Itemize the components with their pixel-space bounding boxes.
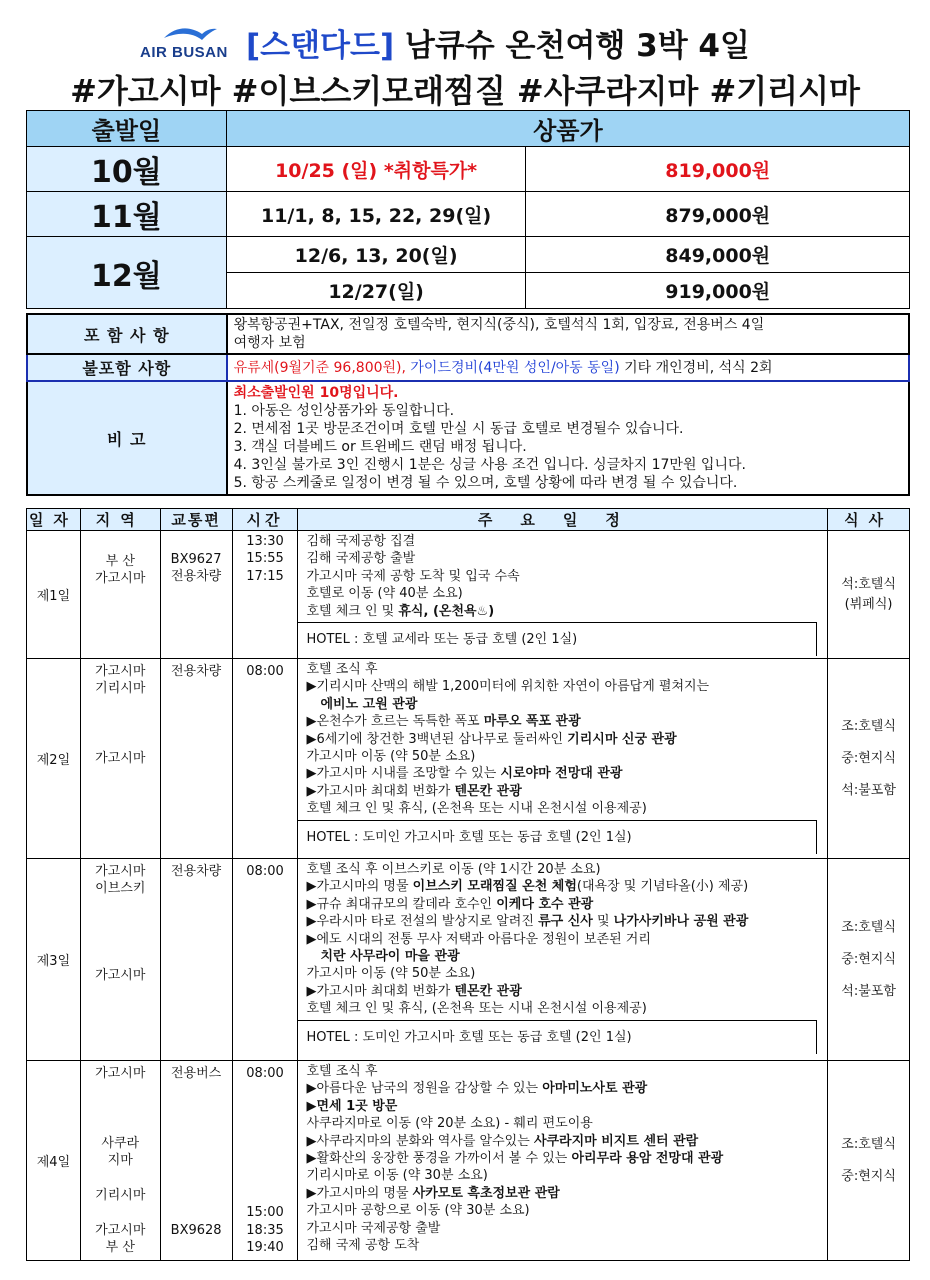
schedule-line bbox=[306, 1133, 821, 1150]
region-name: 부 산 bbox=[105, 554, 135, 569]
hotel-info: HOTEL : 도미인 가고시마 호텔 또는 동급 호텔 (2인 1실) bbox=[298, 820, 817, 854]
region-name: 가고시마 bbox=[95, 571, 146, 587]
schedule-line bbox=[306, 1080, 821, 1097]
title-main: 남큐슈 온천여행 3박 4일 bbox=[394, 28, 750, 64]
time-text: 17:15 bbox=[246, 568, 284, 584]
price-dec-2: 919,000원 bbox=[526, 273, 910, 309]
note-item: 4. 3인실 불가로 3인 진행시 1분은 싱글 사용 조건 입니다. 싱글차지 17만원 입니다. bbox=[233, 457, 746, 473]
transport-cell: 전용차량 bbox=[160, 659, 232, 859]
schedule-line: ▶기리시마 산맥의 해발 1,200미터에 위치한 자연이 아름답게 펼쳐지는 bbox=[306, 679, 710, 695]
schedule-line bbox=[306, 603, 821, 620]
price-dec-1: 849,000원 bbox=[526, 237, 910, 273]
day-label: 제1일 bbox=[27, 531, 81, 659]
schedule-line: 가고시마 이동 (약 50분 소요) bbox=[306, 749, 476, 765]
region-name: 가고시마 bbox=[95, 664, 146, 679]
schedule-text: 호텔 체크 인 및 bbox=[306, 603, 399, 619]
price-oct: 819,000원 bbox=[526, 147, 910, 192]
meal-cell bbox=[828, 1061, 910, 1261]
schedule-highlight: ▶면세 1곳 방문 bbox=[306, 1098, 398, 1114]
page-title bbox=[246, 20, 750, 65]
schedule-line: 호텔 조식 후 bbox=[306, 1064, 378, 1079]
meal-text: 조:호텔식 bbox=[841, 718, 896, 734]
schedule-highlight: 류구 신사 bbox=[538, 914, 593, 930]
schedule-text: ▶활화산의 웅장한 풍경을 가까이서 볼 수 있는 bbox=[306, 1151, 572, 1167]
excluded-label: 불포함 사항 bbox=[27, 354, 227, 381]
schedule-cell bbox=[298, 659, 828, 859]
month-dec: 12월 bbox=[27, 237, 227, 309]
schedule-highlight: 마루오 폭포 관광 bbox=[483, 714, 581, 730]
col-header-transport: 교통편 bbox=[160, 509, 232, 531]
schedule-line: 기리시마로 이동 (약 30분 소요) bbox=[306, 1168, 488, 1184]
region-cell bbox=[80, 1061, 160, 1261]
region-name: 가고시마 bbox=[95, 1066, 146, 1081]
included-text bbox=[227, 314, 909, 354]
excluded-guide: 가이드경비(4만원 성인/아동 동일) bbox=[405, 359, 620, 376]
dates-oct: 10/25 (일) *취항특가* bbox=[226, 147, 526, 192]
dates-nov: 11/1, 8, 15, 22, 29(일) bbox=[226, 192, 526, 237]
time-text: 19:40 bbox=[246, 1239, 284, 1255]
time-cell: 08:00 bbox=[232, 859, 298, 1061]
schedule-line: 호텔로 이동 (약 40분 소요) bbox=[306, 586, 463, 602]
region-name: 기리시마 bbox=[95, 1187, 146, 1203]
schedule-line bbox=[306, 1150, 821, 1167]
day-label: 제2일 bbox=[27, 659, 81, 859]
schedule-line: 김해 국제공항 집결 bbox=[306, 534, 416, 549]
hotel-info: HOTEL : 호텔 교세라 또는 동급 호텔 (2인 1실) bbox=[298, 622, 817, 656]
schedule-line bbox=[306, 1185, 821, 1202]
meal-text: 중:현지식 bbox=[841, 1168, 896, 1184]
schedule-line bbox=[306, 878, 821, 895]
schedule-highlight: 아마미노사토 관광 bbox=[542, 1081, 648, 1097]
schedule-line bbox=[306, 783, 821, 800]
schedule-line: 호텔 체크 인 및 휴식, (온천욕 또는 시내 온천시설 이용제공) bbox=[306, 801, 647, 817]
price-header-price: 상품가 bbox=[226, 111, 909, 147]
note-item: 1. 아동은 성인상품가와 동일합니다. bbox=[233, 403, 455, 419]
schedule-cell bbox=[298, 531, 828, 659]
schedule-text: ▶사쿠라지마의 분화와 역사를 알수있는 bbox=[306, 1133, 534, 1149]
schedule-text: ▶6세기에 창건한 3백년된 삼나무로 둘러싸인 bbox=[306, 731, 568, 747]
region-name: 가고시마 bbox=[95, 968, 146, 984]
meal-text: (뷔페식) bbox=[844, 596, 893, 612]
schedule-line: 가고시마 국제 공항 도착 및 입국 수속 bbox=[306, 568, 520, 584]
col-header-meal: 식사 bbox=[828, 509, 910, 531]
meal-text: 중:현지식 bbox=[841, 750, 896, 766]
schedule-text: ▶가고시마 시내를 조망할 수 있는 bbox=[306, 766, 501, 782]
price-header-date: 출발일 bbox=[27, 111, 227, 147]
region-name: 이브스키 bbox=[95, 881, 146, 897]
transport-cell bbox=[160, 1061, 232, 1261]
schedule-cell bbox=[298, 859, 828, 1061]
schedule-highlight: 이케다 호수 관광 bbox=[496, 896, 594, 912]
meal-text: 석:불포함 bbox=[841, 782, 896, 798]
schedule-line: 김해 국제공항 출발 bbox=[306, 551, 416, 567]
flight-number: BX9627 bbox=[170, 552, 222, 567]
meal-text: 중:현지식 bbox=[841, 951, 896, 967]
transport-cell bbox=[160, 531, 232, 659]
schedule-highlight: 에비노 고원 관광 bbox=[320, 696, 418, 712]
note-text bbox=[227, 381, 909, 495]
meal-text: 석:호텔식 bbox=[841, 576, 896, 592]
schedule-highlight: 치란 사무라이 마을 관광 bbox=[320, 949, 460, 965]
schedule-line bbox=[306, 731, 821, 748]
excluded-text bbox=[227, 354, 909, 381]
schedule-line: 호텔 조식 후 bbox=[306, 662, 378, 677]
schedule-line bbox=[306, 765, 821, 782]
transport-cell: 전용차량 bbox=[160, 859, 232, 1061]
schedule-line: ▶에도 시대의 전통 무사 저택과 아름다운 정원이 보존된 거리 bbox=[306, 931, 651, 947]
included-line-2: 여행자 보험 bbox=[233, 335, 306, 351]
schedule-line: 가고시마 공항으로 이동 (약 30분 소요) bbox=[306, 1203, 530, 1219]
note-label: 비 고 bbox=[27, 381, 227, 495]
time-cell bbox=[232, 1061, 298, 1261]
schedule-highlight: 시로야마 전망대 관광 bbox=[500, 766, 623, 782]
meal-cell bbox=[828, 531, 910, 659]
schedule-highlight: 아리무라 용암 전망대 관광 bbox=[571, 1151, 724, 1167]
month-oct: 10월 bbox=[27, 147, 227, 192]
col-header-schedule: 주요일정 bbox=[298, 509, 828, 531]
dates-dec-2: 12/27(일) bbox=[226, 273, 526, 309]
time-text: 15:55 bbox=[246, 551, 284, 567]
region-cell bbox=[80, 859, 160, 1061]
note-item: 3. 객실 더블베드 or 트윈베드 랜덤 배정 됩니다. bbox=[233, 439, 527, 455]
region-cell bbox=[80, 659, 160, 859]
day-row-4 bbox=[27, 1061, 910, 1261]
flight-number: BX9628 bbox=[170, 1222, 222, 1238]
schedule-highlight: 기리시마 신궁 관광 bbox=[567, 731, 677, 747]
air-busan-logo bbox=[140, 24, 240, 64]
transport-name: 전용버스 bbox=[171, 1066, 222, 1081]
region-name: 기리시마 bbox=[95, 681, 146, 697]
transport-name: 전용차량 bbox=[171, 569, 222, 585]
meal-cell bbox=[828, 859, 910, 1061]
schedule-line: 사쿠라지마로 이동 (약 20분 소요) - 훼리 편도이용 bbox=[306, 1116, 593, 1132]
day-label: 제4일 bbox=[27, 1061, 81, 1261]
meal-text: 조:호텔식 bbox=[841, 1136, 896, 1152]
note-item: 5. 항공 스케줄로 일정이 변경 될 수 있으며, 호텔 상황에 따라 변경 될 수 있습니다. bbox=[233, 475, 738, 491]
schedule-line: 호텔 체크 인 및 휴식, (온천욕 또는 시내 온천시설 이용제공) bbox=[306, 1001, 647, 1017]
hotel-info: HOTEL : 도미인 가고시마 호텔 또는 동급 호텔 (2인 1실) bbox=[298, 1020, 817, 1054]
region-name: 지마 bbox=[107, 1152, 133, 1168]
schedule-line bbox=[306, 913, 821, 930]
region-name: 가고시마 bbox=[95, 864, 146, 879]
included-line-1: 왕복항공권+TAX, 전일정 호텔숙박, 현지식(중식), 호텔석식 1회, 입장료, 전용버스 4일 bbox=[233, 317, 765, 333]
meal-text: 석:불포함 bbox=[841, 983, 896, 999]
excluded-fuel: 유류세(9월기준 96,800원), bbox=[233, 359, 406, 376]
page-hashtags: #가고시마 #이브스키모래찜질 #사쿠라지마 #기리시마 bbox=[70, 72, 860, 110]
day-row-2 bbox=[27, 659, 910, 859]
col-header-day: 일자 bbox=[27, 509, 81, 531]
schedule-text: 및 bbox=[592, 914, 614, 930]
time-text: 13:30 bbox=[246, 534, 284, 549]
schedule-line: 가고시마 국제공항 출발 bbox=[306, 1220, 441, 1236]
info-table bbox=[26, 313, 910, 496]
day-row-1 bbox=[27, 531, 910, 659]
region-name: 가고시마 bbox=[95, 1222, 146, 1238]
schedule-text: (대욕장 및 기념타올(小) 제공) bbox=[576, 879, 749, 895]
schedule-highlight: 사카모토 흑초정보관 관람 bbox=[412, 1185, 560, 1201]
schedule-line: 호텔 조식 후 이브스키로 이동 (약 1시간 20분 소요) bbox=[306, 862, 601, 877]
time-text: 18:35 bbox=[246, 1222, 284, 1238]
day-row-3 bbox=[27, 859, 910, 1061]
schedule-cell bbox=[298, 1061, 828, 1261]
col-header-region: 지역 bbox=[80, 509, 160, 531]
wing-icon bbox=[162, 24, 218, 42]
schedule-text: ▶규슈 최대규모의 칼데라 호수인 bbox=[306, 896, 497, 912]
schedule-text: ▶가고시마 최대회 번화가 bbox=[306, 983, 455, 999]
note-item: 2. 면세점 1곳 방문조건이며 호텔 만실 시 동급 호텔로 변경될수 있습니다. bbox=[233, 421, 684, 437]
schedule-line: 김해 국제 공항 도착 bbox=[306, 1238, 420, 1254]
time-cell: 08:00 bbox=[232, 659, 298, 859]
itinerary-table bbox=[26, 508, 910, 1261]
schedule-text: ▶가고시마의 명물 bbox=[306, 1185, 413, 1201]
schedule-highlight: 휴식, (온천욕♨) bbox=[398, 603, 495, 619]
schedule-highlight: 텐몬칸 관광 bbox=[454, 783, 522, 799]
time-text: 08:00 bbox=[246, 1066, 284, 1081]
day-label: 제3일 bbox=[27, 859, 81, 1061]
region-cell bbox=[80, 531, 160, 659]
meal-cell bbox=[828, 659, 910, 859]
header bbox=[0, 12, 930, 108]
note-min-people: 최소출발인원 10명입니다. bbox=[233, 385, 399, 401]
schedule-line bbox=[306, 713, 821, 730]
price-nov: 879,000원 bbox=[526, 192, 910, 237]
title-bracket: [스탠다드] bbox=[246, 28, 395, 64]
region-name: 부 산 bbox=[105, 1239, 135, 1255]
region-name: 사쿠라 bbox=[101, 1135, 140, 1151]
schedule-text: ▶가고시마의 명물 bbox=[306, 879, 413, 895]
excluded-rest: 기타 개인경비, 석식 2회 bbox=[619, 359, 773, 376]
region-name: 가고시마 bbox=[95, 750, 146, 766]
col-header-time: 시간 bbox=[232, 509, 298, 531]
schedule-text: ▶가고시마 최대회 번화가 bbox=[306, 783, 455, 799]
dates-dec-1: 12/6, 13, 20(일) bbox=[226, 237, 526, 273]
schedule-highlight: 이브스키 모래찜질 온천 체험 bbox=[412, 879, 577, 895]
time-cell bbox=[232, 531, 298, 659]
included-label: 포 함 사 항 bbox=[27, 314, 227, 354]
schedule-highlight: 텐몬칸 관광 bbox=[454, 983, 522, 999]
schedule-text: ▶우라시마 타로 전설의 발상지로 알려진 bbox=[306, 914, 539, 930]
schedule-text: ▶온천수가 흐르는 독특한 폭포 bbox=[306, 714, 484, 730]
price-table bbox=[26, 110, 910, 309]
month-nov: 11월 bbox=[27, 192, 227, 237]
schedule-text: ▶아름다운 남국의 정원을 감상할 수 있는 bbox=[306, 1081, 543, 1097]
time-text: 15:00 bbox=[246, 1205, 284, 1221]
logo-text: AIR BUSAN bbox=[140, 44, 228, 61]
schedule-line: 가고시마 이동 (약 50분 소요) bbox=[306, 966, 476, 982]
schedule-line bbox=[306, 983, 821, 1000]
schedule-highlight: 사쿠라지마 비지트 센터 관람 bbox=[533, 1133, 699, 1149]
meal-text: 조:호텔식 bbox=[841, 919, 896, 935]
schedule-line bbox=[306, 896, 821, 913]
schedule-highlight: 나가사키바나 공원 관광 bbox=[613, 914, 749, 930]
